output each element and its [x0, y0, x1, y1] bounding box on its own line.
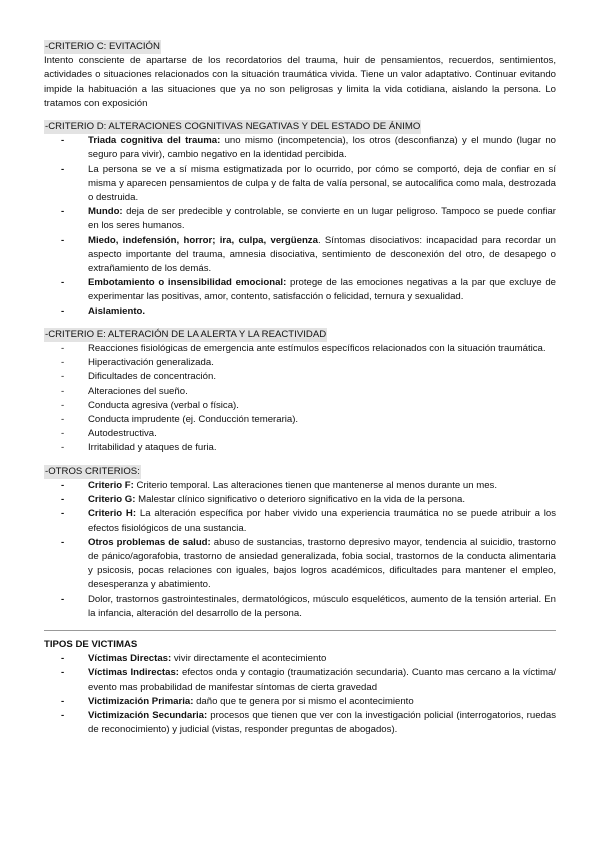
horizontal-divider — [44, 630, 556, 631]
list-item: - Irritabilidad y ataques de furia. — [88, 441, 556, 455]
section-criterio-e — [44, 328, 556, 456]
section-criterio-c — [44, 40, 556, 111]
list-item: - Hiperactivación generalizada. — [88, 356, 556, 370]
otros-criterios-list — [44, 479, 556, 621]
list-item: - Víctimas Directas: vivir directamente el acontecimiento — [88, 652, 556, 666]
list-item: - Reacciones fisiológicas de emergencia ante estímulos específicos relacionados con la situación traumática. — [88, 342, 556, 356]
list-item: - Miedo, indefensión, horror; ira, culpa, vergüenza. Síntomas disociativos: incapacidad para recordar un aspecto importante del trauma, amnesia disociativa, sentimiento de desconexión del otro, de desapego o extrañamiento de los demás. — [88, 234, 556, 277]
criterio-e-heading: -CRITERIO E: ALTERACIÓN DE LA ALERTA Y LA REACTIVIDAD — [44, 328, 327, 342]
list-item: - Dificultades de concentración. — [88, 370, 556, 384]
section-criterio-d — [44, 120, 556, 319]
criterio-d-heading: -CRITERIO D: ALTERACIONES COGNITIVAS NEGATIVAS Y DEL ESTADO DE ÁNIMO — [44, 120, 421, 134]
section-tipos-victimas — [44, 638, 556, 737]
tipos-victimas-list — [44, 652, 556, 737]
list-item: - Autodestructiva. — [88, 427, 556, 441]
list-item: - Alteraciones del sueño. — [88, 385, 556, 399]
list-item: - Embotamiento o insensibilidad emocional: protege de las emociones negativas a la par que excluye de experimentar las positivas, amor, contento, satisfacción o felicidad, ternura y sexualidad. — [88, 276, 556, 304]
list-item: - Criterio H: La alteración específica por haber vivido una experiencia traumática no se puede atribuir a los efectos fisiológicos de una sustancia. — [88, 507, 556, 535]
list-item: - Victimización Secundaria: procesos que tienen que ver con la investigación policial (interrogatorios, ruedas de reconocimiento) y judicial (vistas, responder preguntas de abogados). — [88, 709, 556, 737]
list-item: - Criterio G: Malestar clínico significativo o deterioro significativo en la vida de la persona. — [88, 493, 556, 507]
list-item: - La persona se ve a sí misma estigmatizada por lo ocurrido, por cómo se comportó, deja de confiar en sí misma y aparecen pensamientos de culpa y de falta de valía personal, se autocalifica como mala, destrozada o destruida. — [88, 163, 556, 206]
criterio-d-list — [44, 134, 556, 319]
criterio-e-list — [44, 342, 556, 456]
list-item: - Criterio F: Criterio temporal. Las alteraciones tienen que mantenerse al menos durante un mes. — [88, 479, 556, 493]
criterio-c-paragraph: Intento consciente de apartarse de los recordatorios del trauma, huir de pensamientos, recuerdos, sentimientos, actividades o situaciones relacionados con la situación traumática vivida. Tiene un valor adaptativo. Continuar evitando impide la habituación a las situaciones que ya no son peligrosas y limita la vida cotidiana, aislando la persona. Lo tratamos con exposición — [44, 55, 556, 109]
list-item: - Conducta agresiva (verbal o física). — [88, 399, 556, 413]
list-item: - Aislamiento. — [88, 305, 556, 319]
criterio-c-heading: -CRITERIO C: EVITACIÓN — [44, 40, 161, 54]
list-item: - Dolor, trastornos gastrointestinales, dermatológicos, músculo esqueléticos, aumento de la tensión arterial. En la infancia, alteración del desarrollo de la persona. — [88, 593, 556, 621]
list-item: - Mundo: deja de ser predecible y controlable, se convierte en un lugar peligroso. Tampoco se puede confiar en los seres humanos. — [88, 205, 556, 233]
list-item: - Otros problemas de salud: abuso de sustancias, trastorno depresivo mayor, tendencia al suicidio, trastorno de pánico/agorafobia, trastorno de ansiedad generalizada, fobia social, trastornos de la conducta alimentaria y psicosis, pocas relaciones con iguales, bajos logros académicos, dificultades para mantener el empleo, desesperanza y abatimiento. — [88, 536, 556, 593]
list-item: - Triada cognitiva del trauma: uno mismo (incompetencia), los otros (desconfianza) y el mundo (lugar no seguro para vivir), cambio negativo en la identidad percibida. — [88, 134, 556, 162]
list-item: - Conducta imprudente (ej. Conducción temeraria). — [88, 413, 556, 427]
list-item: - Víctimas Indirectas: efectos onda y contagio (traumatización secundaria). Cuanto mas cercano a la víctima/ evento mas probabilidad de manifestar síntomas de cierta gravedad — [88, 666, 556, 694]
otros-criterios-heading: -OTROS CRITERIOS: — [44, 465, 141, 479]
section-otros-criterios — [44, 465, 556, 621]
tipos-victimas-heading: TIPOS DE VICTIMAS — [44, 638, 138, 650]
list-item: - Victimización Primaria: daño que te genera por si mismo el acontecimiento — [88, 695, 556, 709]
